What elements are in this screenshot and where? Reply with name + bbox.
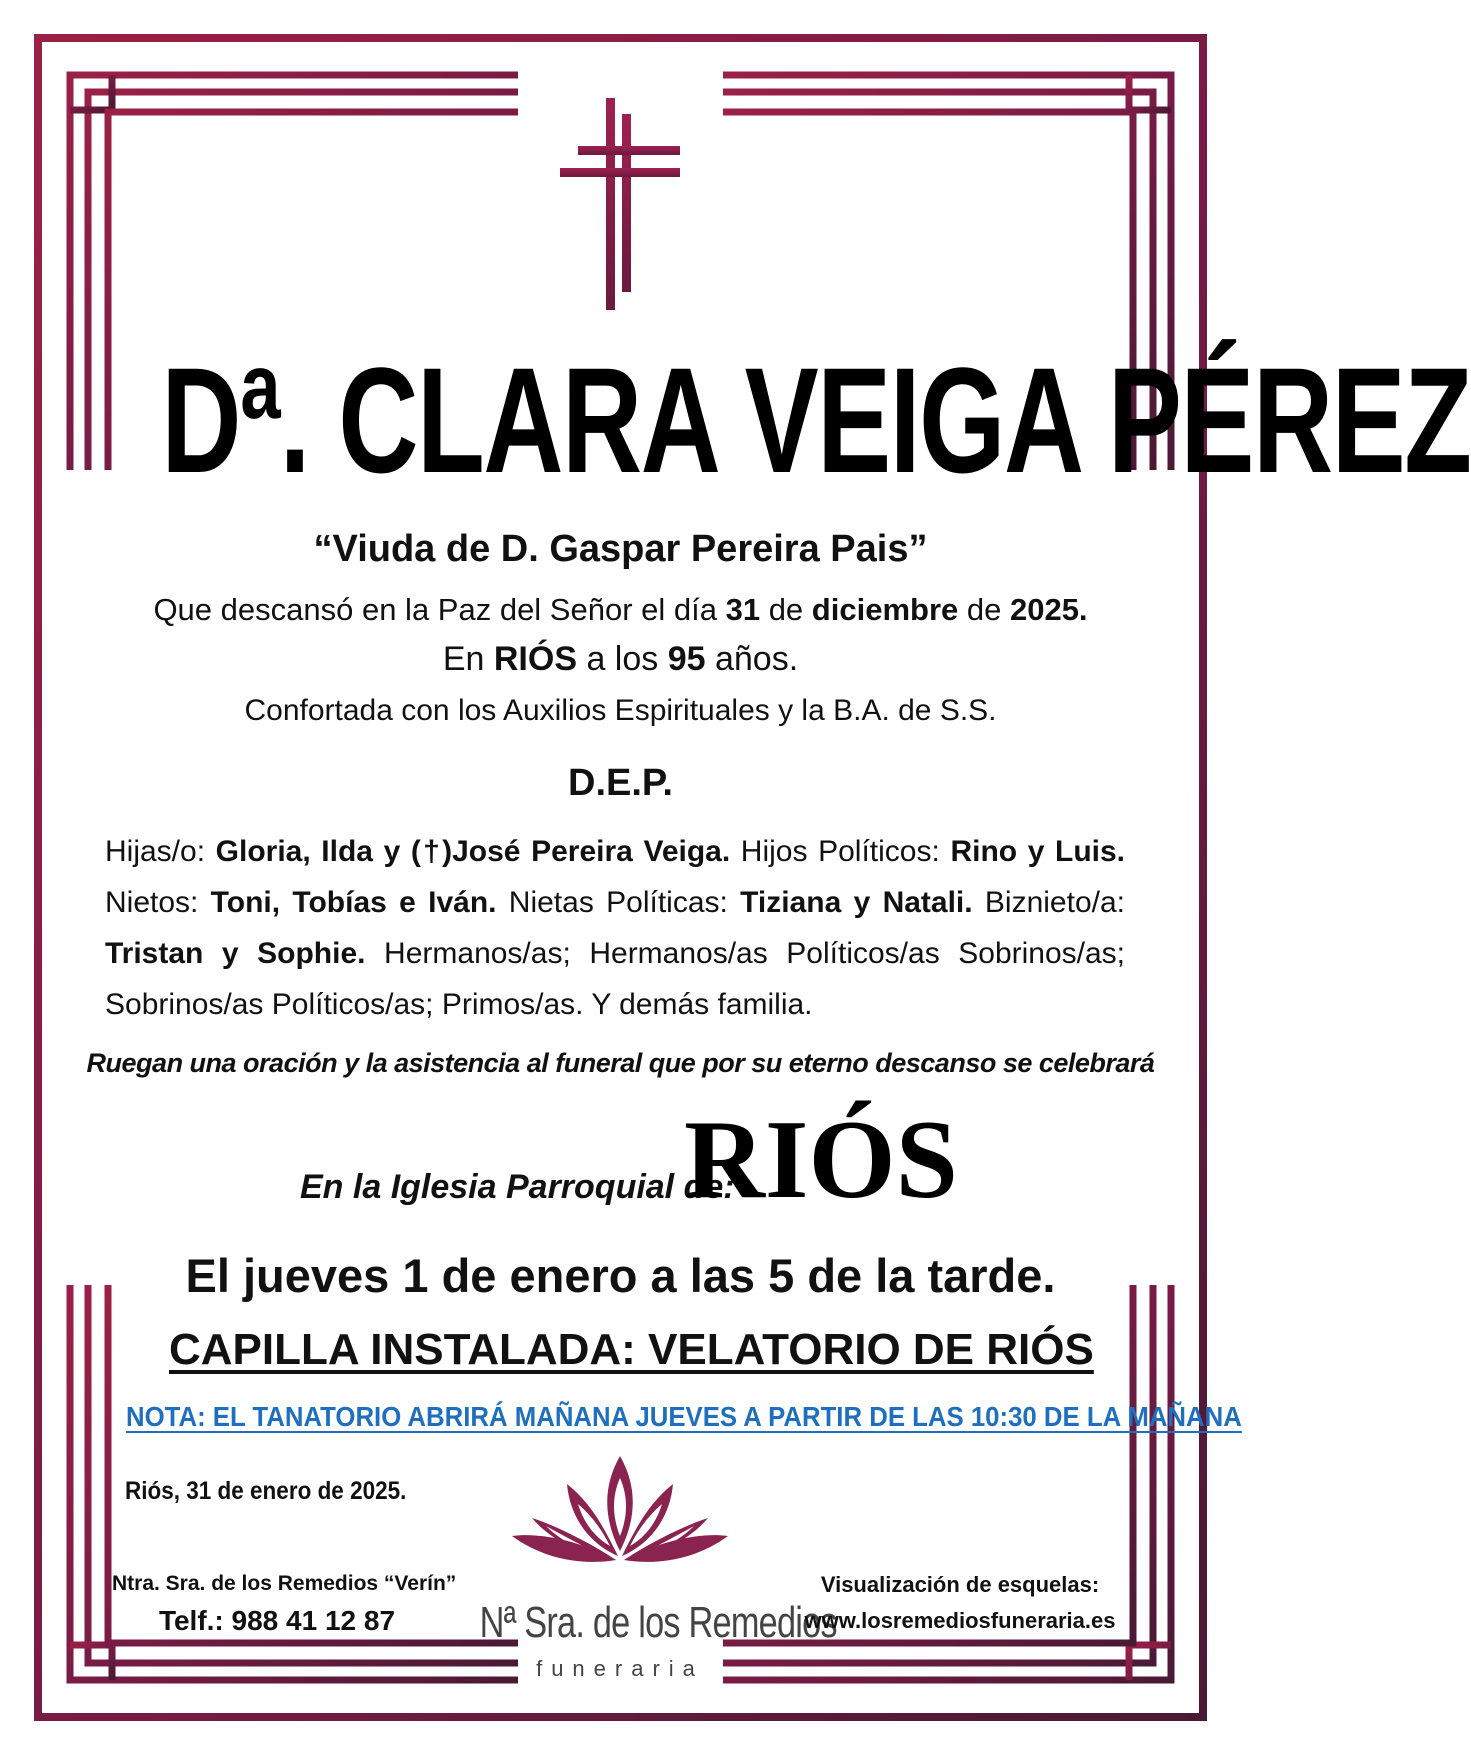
family-names: Tristan y Sophie.: [105, 937, 366, 970]
place-line-suffix: años.: [705, 640, 799, 678]
family-names: Rino y Luis.: [950, 835, 1126, 868]
church-label: En la Iglesia Parroquial de:: [300, 1168, 735, 1206]
church-place: RIÓS: [684, 1098, 958, 1222]
obituary-view-label: Visualización de esquelas:: [820, 1572, 1100, 1597]
family-label: Nietas Políticas:: [496, 886, 741, 919]
place-age-line: [0, 640, 1241, 679]
place-line-prefix: En: [442, 640, 494, 678]
death-day: 31: [725, 592, 761, 627]
deceased-name: Dª. CLARA VEIGA PÉREZ: [161, 336, 1471, 504]
date-place: Riós, 31 de enero de 2025.: [125, 1477, 407, 1505]
family-label: Biznieto/a:: [972, 886, 1125, 919]
death-year: 2025.: [1009, 592, 1088, 627]
lotus-logo: [512, 1456, 728, 1586]
widow-subtitle: “Viuda de D. Gaspar Pereira Pais”: [313, 528, 928, 570]
phone-number: Telf.: 988 41 12 87: [158, 1605, 396, 1636]
cross-icon: [560, 98, 680, 310]
place-line-mid: a los: [577, 640, 668, 678]
death-month: diciembre: [811, 592, 959, 627]
comforted-line: Confortada con los Auxilios Espirituales y la B.A. de S.S.: [244, 694, 997, 727]
death-line-mid1: de: [760, 592, 812, 627]
dep-text: D.E.P.: [568, 762, 673, 804]
nota-line: NOTA: EL TANATORIO ABRIRÁ MAÑANA JUEVES A PARTIR DE LAS 10:30 DE LA MAÑANA: [126, 1401, 1242, 1432]
family-label: Hermanos/as; Hermanos/as Políticos/as Sobrinos/as; Sobrinos/as Políticos/as; Primos/as. Y demás familia.: [105, 937, 1126, 1021]
funeral-home-name: Ntra. Sra. de los Remedios “Verín”: [112, 1572, 457, 1595]
death-date-line: [0, 592, 1241, 628]
family-label: Hijos Políticos:: [730, 835, 951, 868]
brand-subtitle: funeraria: [536, 1656, 704, 1681]
website-link[interactable]: www.losremediosfuneraria.es: [804, 1608, 1116, 1633]
family-paragraph: [105, 826, 1125, 1030]
death-line-prefix: Que descansó en la Paz del Señor el día: [153, 592, 726, 627]
brand-name: Nª Sra. de los Remedios: [479, 1598, 837, 1647]
family-label: Hijas/o:: [105, 835, 216, 868]
family-names: Toni, Tobías e Iván.: [210, 886, 497, 919]
funeral-time: El jueves 1 de enero a las 5 de la tarde.: [185, 1249, 1056, 1302]
family-names: Gloria, Ilda y (†)José Pereira Veiga.: [215, 835, 731, 868]
ruegan-line: Ruegan una oración y la asistencia al funeral que por su eterno descanso se celebrará: [86, 1048, 1155, 1078]
capilla-line: CAPILLA INSTALADA: VELATORIO DE RIÓS: [169, 1325, 1094, 1374]
death-place: RIÓS: [493, 640, 577, 678]
death-line-mid2: de: [958, 592, 1010, 627]
family-names: Tiziana y Natali.: [740, 886, 973, 919]
family-label: Nietos:: [105, 886, 211, 919]
age: 95: [667, 640, 706, 678]
